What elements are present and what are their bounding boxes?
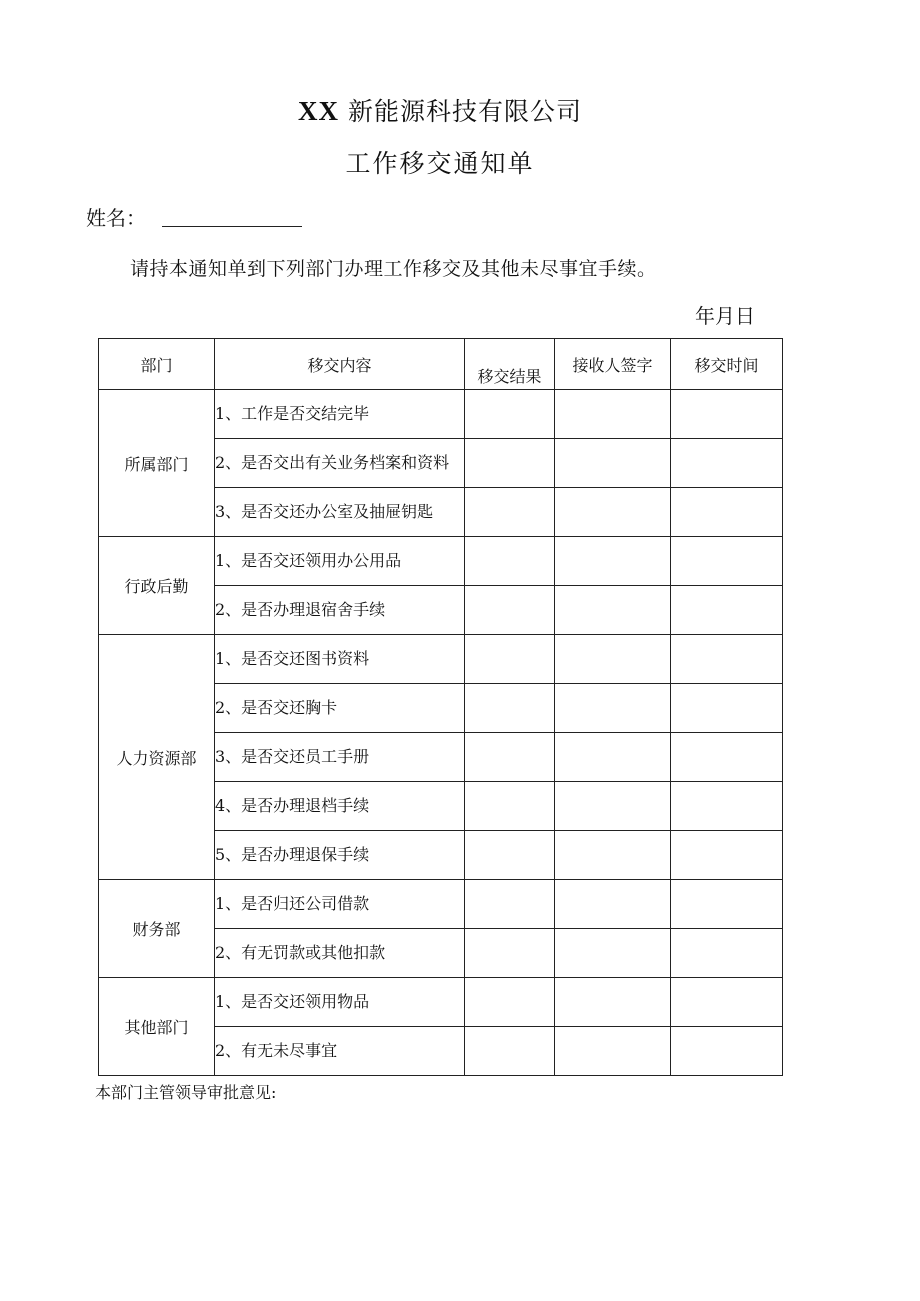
time-cell[interactable] bbox=[671, 586, 783, 635]
item-cell: 3、是否交还员工手册 bbox=[215, 733, 465, 782]
dept-cell: 财务部 bbox=[99, 880, 215, 978]
dept-cell: 行政后勤 bbox=[99, 537, 215, 635]
time-cell[interactable] bbox=[671, 390, 783, 439]
item-cell: 2、有无未尽事宜 bbox=[215, 1027, 465, 1076]
signature-cell[interactable] bbox=[555, 733, 671, 782]
signature-cell[interactable] bbox=[555, 929, 671, 978]
item-cell: 2、是否交还胸卡 bbox=[215, 684, 465, 733]
header-dept: 部门 bbox=[99, 339, 215, 390]
result-cell[interactable] bbox=[465, 390, 555, 439]
item-cell: 1、是否交还领用办公用品 bbox=[215, 537, 465, 586]
signature-cell[interactable] bbox=[555, 488, 671, 537]
time-cell[interactable] bbox=[671, 831, 783, 880]
signature-cell[interactable] bbox=[555, 439, 671, 488]
result-cell[interactable] bbox=[465, 929, 555, 978]
result-cell[interactable] bbox=[465, 978, 555, 1027]
company-name: 新能源科技有限公司 bbox=[347, 97, 582, 126]
result-cell[interactable] bbox=[465, 439, 555, 488]
time-cell[interactable] bbox=[671, 635, 783, 684]
time-cell[interactable] bbox=[671, 488, 783, 537]
table-row bbox=[99, 635, 783, 684]
signature-cell[interactable] bbox=[555, 831, 671, 880]
signature-cell[interactable] bbox=[555, 537, 671, 586]
result-cell[interactable] bbox=[465, 537, 555, 586]
header-signature: 接收人签字 bbox=[555, 339, 671, 390]
signature-cell[interactable] bbox=[555, 586, 671, 635]
result-cell[interactable] bbox=[465, 488, 555, 537]
signature-cell[interactable] bbox=[555, 782, 671, 831]
item-cell: 5、是否办理退保手续 bbox=[215, 831, 465, 880]
table-row bbox=[99, 880, 783, 929]
result-cell[interactable] bbox=[465, 684, 555, 733]
time-cell[interactable] bbox=[671, 684, 783, 733]
dept-cell: 其他部门 bbox=[99, 978, 215, 1076]
time-cell[interactable] bbox=[671, 1027, 783, 1076]
instruction-text: 请持本通知单到下列部门办理工作移交及其他未尽事宜手续。 bbox=[130, 258, 657, 280]
result-cell[interactable] bbox=[465, 733, 555, 782]
result-cell[interactable] bbox=[465, 880, 555, 929]
item-cell: 2、有无罚款或其他扣款 bbox=[215, 929, 465, 978]
time-cell[interactable] bbox=[671, 929, 783, 978]
item-cell: 4、是否办理退档手续 bbox=[215, 782, 465, 831]
dept-cell: 人力资源部 bbox=[99, 635, 215, 880]
signature-cell[interactable] bbox=[555, 1027, 671, 1076]
result-cell[interactable] bbox=[465, 586, 555, 635]
header-result: 移交结果 bbox=[465, 339, 555, 390]
item-cell: 1、是否交还领用物品 bbox=[215, 978, 465, 1027]
table-header-row bbox=[99, 339, 783, 390]
item-cell: 1、是否交还图书资料 bbox=[215, 635, 465, 684]
approval-label: 本部门主管领导审批意见: bbox=[95, 1083, 277, 1102]
table-row bbox=[99, 978, 783, 1027]
header-time: 移交时间 bbox=[671, 339, 783, 390]
item-cell: 2、是否办理退宿舍手续 bbox=[215, 586, 465, 635]
signature-cell[interactable] bbox=[555, 390, 671, 439]
signature-cell[interactable] bbox=[555, 978, 671, 1027]
result-cell[interactable] bbox=[465, 635, 555, 684]
header-content: 移交内容 bbox=[215, 339, 465, 390]
signature-cell[interactable] bbox=[555, 635, 671, 684]
document-title: 工作移交通知单 bbox=[345, 149, 535, 178]
time-cell[interactable] bbox=[671, 782, 783, 831]
item-cell: 3、是否交还办公室及抽屉钥匙 bbox=[215, 488, 465, 537]
time-cell[interactable] bbox=[671, 978, 783, 1027]
name-label: 姓名： bbox=[86, 206, 146, 230]
signature-cell[interactable] bbox=[555, 684, 671, 733]
company-prefix: XX bbox=[298, 96, 340, 126]
name-blank-line[interactable] bbox=[162, 226, 302, 227]
time-cell[interactable] bbox=[671, 880, 783, 929]
item-cell: 2、是否交出有关业务档案和资料 bbox=[215, 439, 465, 488]
time-cell[interactable] bbox=[671, 537, 783, 586]
handover-table bbox=[98, 338, 783, 1076]
dept-cell: 所属部门 bbox=[99, 390, 215, 537]
company-title bbox=[0, 92, 880, 128]
time-cell[interactable] bbox=[671, 439, 783, 488]
item-cell: 1、是否归还公司借款 bbox=[215, 880, 465, 929]
table-row bbox=[99, 390, 783, 439]
time-cell[interactable] bbox=[671, 733, 783, 782]
date-label: 年月日 bbox=[695, 304, 755, 328]
result-cell[interactable] bbox=[465, 831, 555, 880]
result-cell[interactable] bbox=[465, 1027, 555, 1076]
result-cell[interactable] bbox=[465, 782, 555, 831]
item-cell: 1、工作是否交结完毕 bbox=[215, 390, 465, 439]
signature-cell[interactable] bbox=[555, 880, 671, 929]
table-row bbox=[99, 537, 783, 586]
